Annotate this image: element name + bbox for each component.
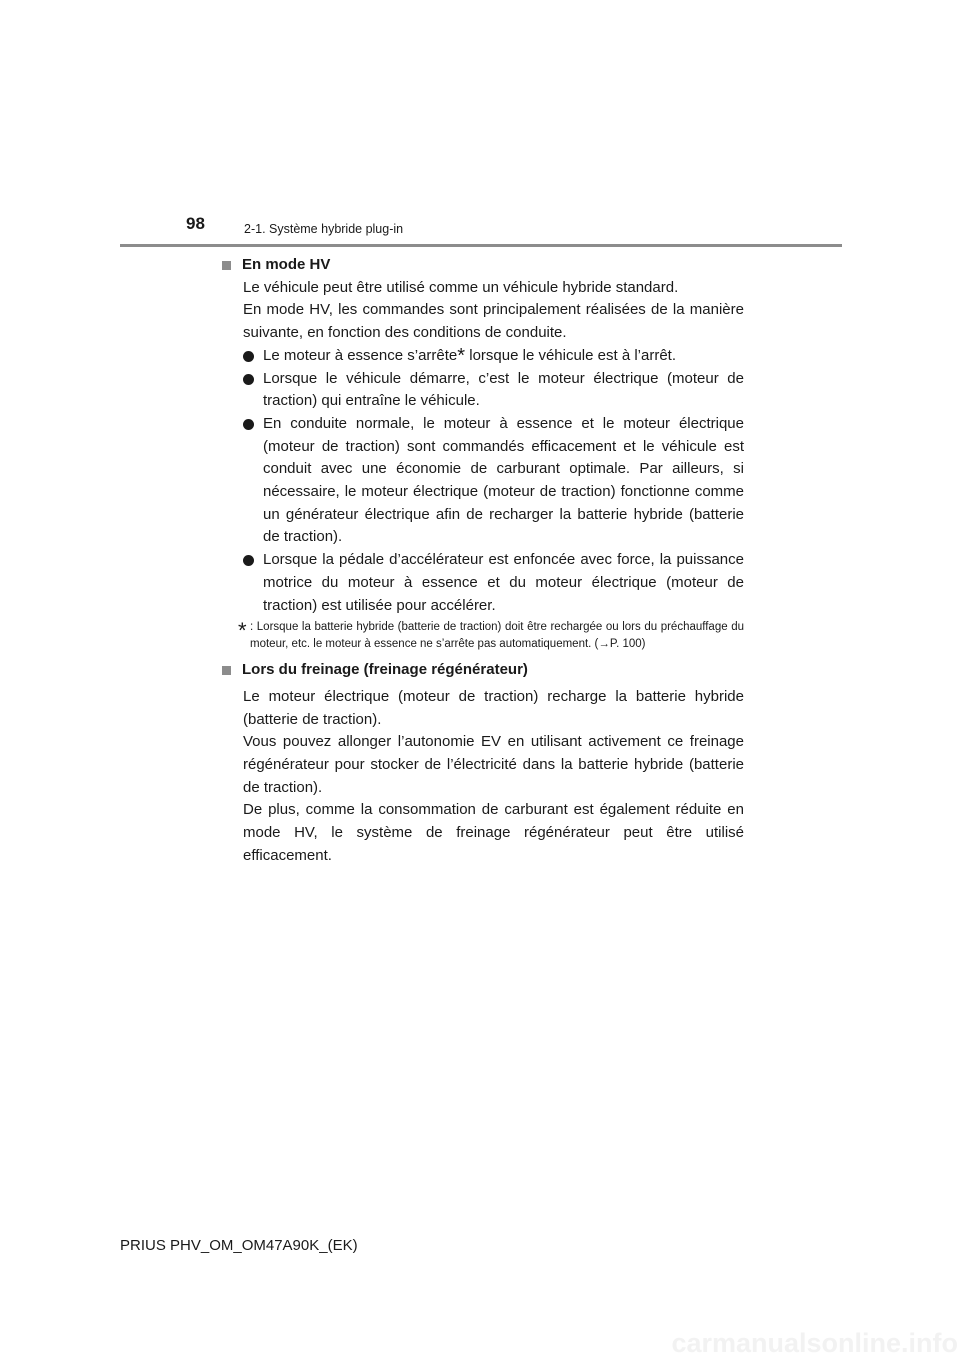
watermark-text: carmanualsonline.info [671, 1328, 958, 1358]
heading-text: Lors du freinage (freinage régénérateur) [242, 661, 528, 679]
paragraph: Vous pouvez allonger l’autonomie EV en utilisant activement ce freinage régénérateur pour stocker de l’électricité dans la batterie hybride (batterie de traction). [243, 733, 744, 796]
list-item-text-part: lorsque le véhicule est à l’arrêt. [465, 346, 677, 364]
list-item-text: Lorsque la pédale d’accélérateur est enfoncée avec force, la puissance motrice du moteur à essence et du moteur électrique (moteur de traction) est utilisée pour accélérer. [263, 551, 744, 614]
footnote-reference: * [457, 344, 466, 367]
list-item-text: Lorsque le véhicule démarre, c’est le moteur électrique (moteur de traction) qui entraîne le véhicule. [263, 369, 744, 410]
paragraph: De plus, comme la consommation de carburant est également réduite en mode HV, le système de freinage régénérateur peut être utilisé efficacement. [243, 801, 744, 864]
document-id: PRIUS PHV_OM_OM47A90K_(EK) [120, 1237, 358, 1254]
paragraph: Le véhicule peut être utilisé comme un véhicule hybride standard. [243, 278, 679, 296]
page-number: 98 [186, 214, 205, 233]
paragraph: Le moteur électrique (moteur de traction) recharge la batterie hybride (batterie de traction). [243, 687, 744, 728]
section-title: 2-1. Système hybride plug-in [244, 222, 404, 236]
paragraph: En mode HV, les commandes sont principalement réalisées de la manière suivante, en fonction des conditions de conduite. [243, 301, 744, 342]
footnote-text: : Lorsque la batterie hybride (batterie de traction) doit être rechargée ou lors du préchauffage du moteur, etc. le moteur à essence ne s’arrête pas automatiquement. (→P. 100) [250, 621, 744, 651]
list-item-text-part: Le moteur à essence s’arrête [263, 346, 458, 364]
heading-text: En mode HV [242, 256, 331, 273]
footnote-marker: * [238, 618, 247, 644]
list-item-text: En conduite normale, le moteur à essence et le moteur électrique (moteur de traction) sont commandés efficacement et le véhicule est conduit avec une économie de carburant optimale. Par ailleurs, si nécessaire, le moteur électrique (moteur de traction) fonctionne comme un générateur électrique afin de recharger la batterie hybride (batterie de traction). [263, 414, 744, 546]
